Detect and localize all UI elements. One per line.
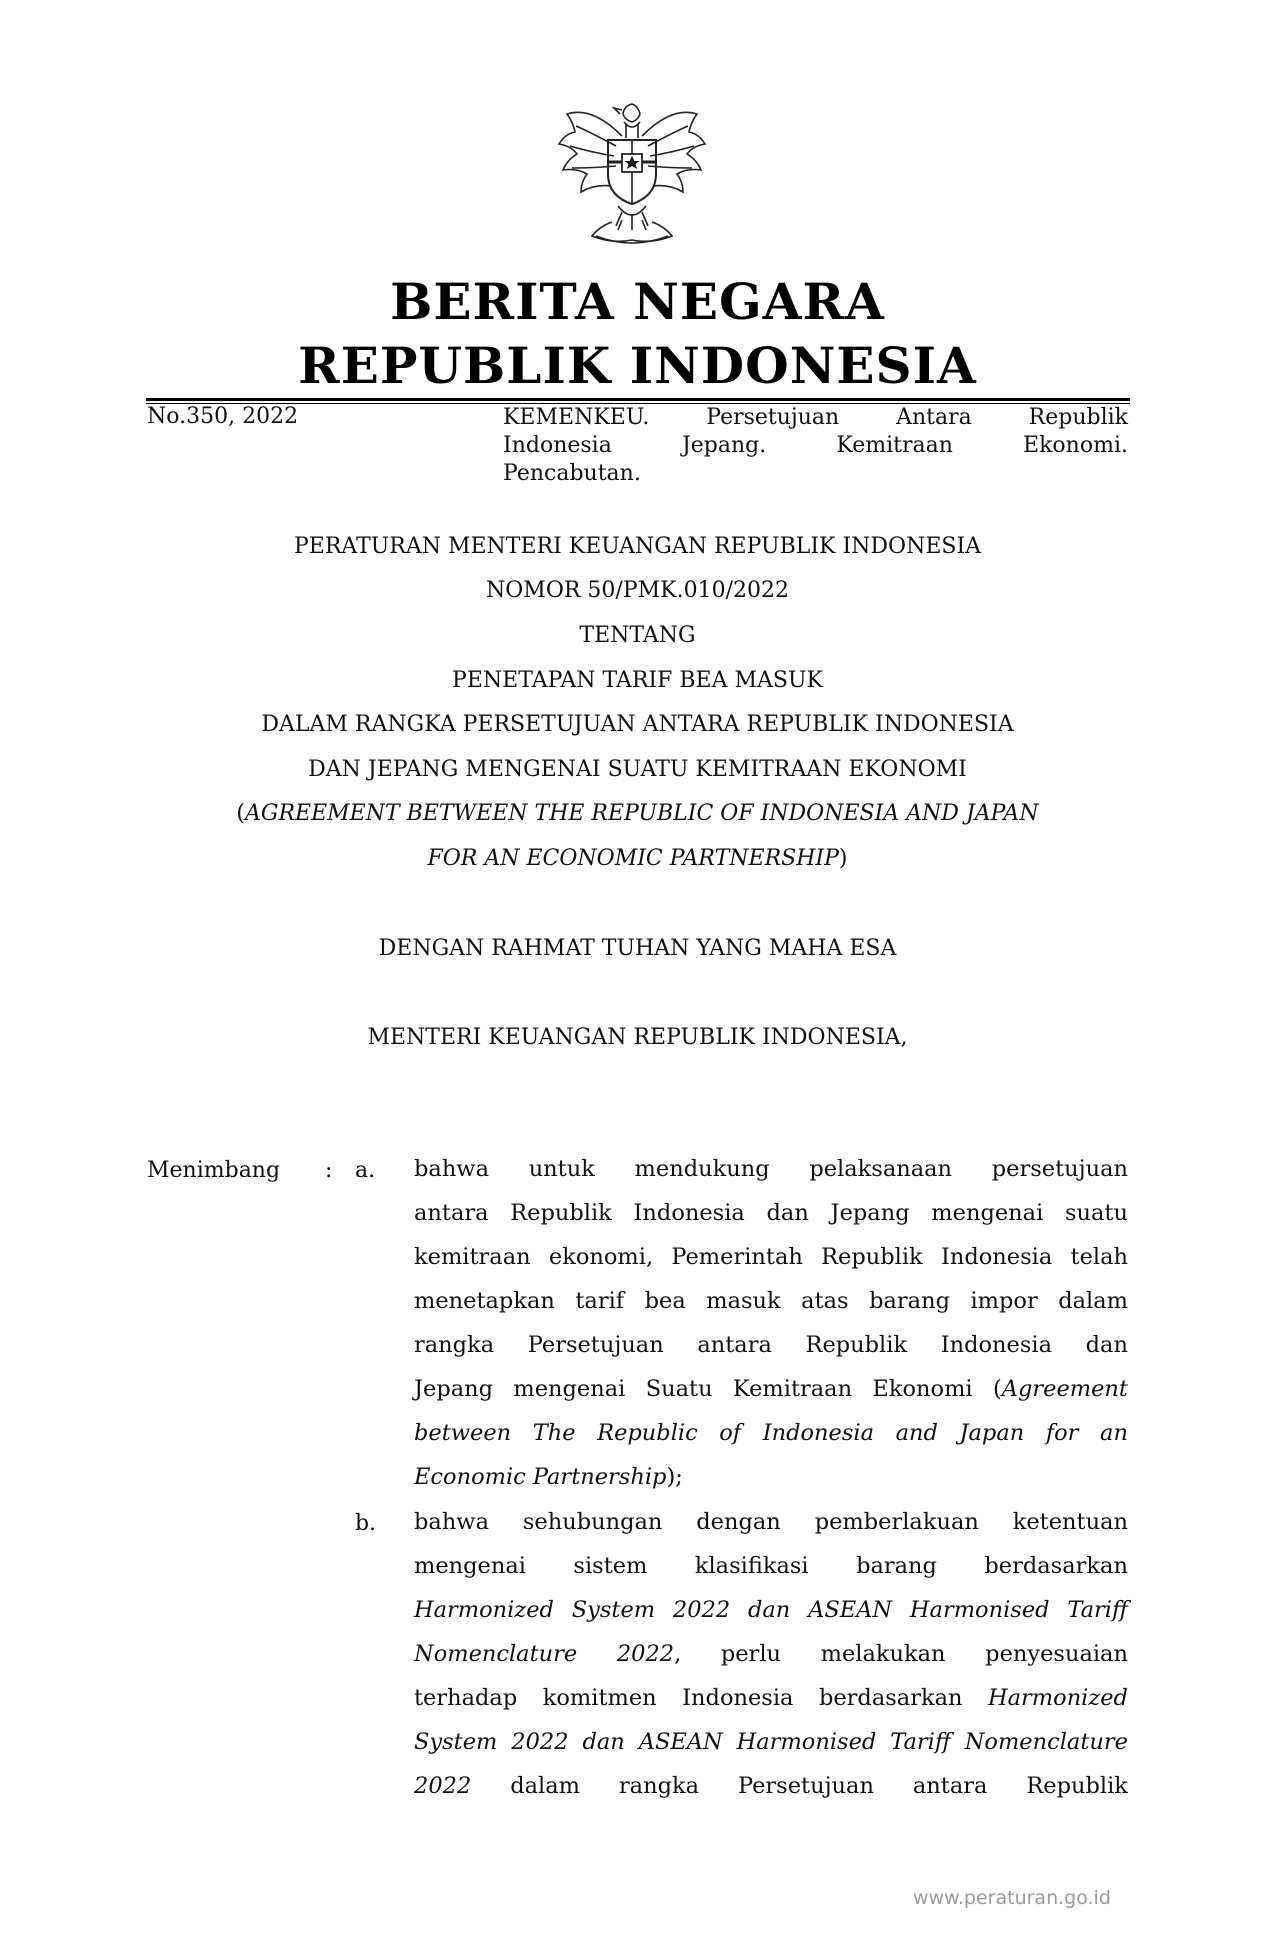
masthead-title-line2: REPUBLIK INDONESIA [298, 336, 977, 395]
garuda-emblem-icon [552, 96, 712, 266]
blessing: DENGAN RAHMAT TUHAN YANG MAHA ESA [378, 936, 897, 961]
considering-label: Menimbang [147, 1158, 281, 1183]
text-line [414, 1455, 1128, 1499]
text-part: Economic Partnership [414, 1464, 667, 1490]
regulation-about: TENTANG [579, 623, 696, 648]
text-line: 2022 dalam rangka Persetujuan antara Republik [414, 1773, 1128, 1799]
regulation-subject-line: PENETAPAN TARIF BEA MASUK [452, 668, 823, 693]
regulation-subject-line: DAN JEPANG MENGENAI SUATU KEMITRAAN EKONOMI [308, 757, 967, 782]
masthead-rule [146, 398, 1130, 401]
regulation-title: PERATURAN MENTERI KEUANGAN REPUBLIK INDONESIA [293, 534, 982, 559]
summary-line: KEMENKEU. Persetujuan Antara Republik [503, 405, 1128, 430]
regulation-english-title [0, 846, 1275, 871]
paren-close: ) [838, 846, 848, 871]
item-a-marker: a. [355, 1158, 376, 1183]
minister-heading: MENTERI KEUANGAN REPUBLIK INDONESIA, [367, 1025, 908, 1050]
english-title-part: FOR AN ECONOMIC PARTNERSHIP [427, 846, 839, 871]
text-line: kemitraan ekonomi, Pemerintah Republik Indonesia telah [414, 1244, 1128, 1270]
regulation-subject-line: DALAM RANGKA PERSETUJUAN ANTARA REPUBLIK INDONESIA [261, 712, 1014, 737]
issue-summary [503, 404, 1128, 488]
masthead-title-line1: BERITA NEGARA [390, 272, 885, 331]
summary-line: Indonesia Jepang. Kemitraan Ekonomi. [503, 433, 1128, 458]
regulation-number: NOMOR 50/PMK.010/2022 [486, 578, 789, 603]
summary-line: Pencabutan. [503, 461, 641, 486]
text-line: antara Republik Indonesia dan Jepang mengenai suatu [414, 1200, 1128, 1226]
text-line: between The Republic of Indonesia and Japan for an [414, 1420, 1128, 1446]
text-line: terhadap komitmen Indonesia berdasarkan Harmonized [414, 1685, 1128, 1711]
text-line: bahwa sehubungan dengan pemberlakuan ketentuan [414, 1509, 1128, 1535]
text-line: Nomenclature 2022, perlu melakukan penyesuaian [414, 1641, 1128, 1667]
considering-colon: : [325, 1158, 333, 1183]
regulation-english-title [0, 801, 1275, 826]
text-line: mengenai sistem klasifikasi barang berdasarkan [414, 1553, 1128, 1579]
item-b-marker: b. [355, 1511, 377, 1536]
text-line: Jepang mengenai Suatu Kemitraan Ekonomi (Agreement [414, 1376, 1128, 1402]
paren-open: ( [236, 801, 245, 826]
text-line: menetapkan tarif bea masuk atas barang impor dalam [414, 1288, 1128, 1314]
text-line: rangka Persetujuan antara Republik Indonesia dan [414, 1332, 1128, 1358]
text-line: bahwa untuk mendukung pelaksanaan persetujuan [414, 1156, 1128, 1182]
item-a-text [414, 1147, 1128, 1499]
item-b-text [414, 1500, 1128, 1808]
text-line: System 2022 dan ASEAN Harmonised Tariff Nomenclature [414, 1729, 1128, 1755]
text-line: Harmonized System 2022 dan ASEAN Harmonised Tariff [414, 1597, 1128, 1623]
source-url: www.peraturan.go.id [913, 1887, 1111, 1909]
text-part: ); [666, 1464, 683, 1490]
english-title-part: AGREEMENT BETWEEN THE REPUBLIC OF INDONESIA AND JAPAN [245, 801, 1039, 826]
issue-number: No.350, 2022 [147, 404, 299, 429]
